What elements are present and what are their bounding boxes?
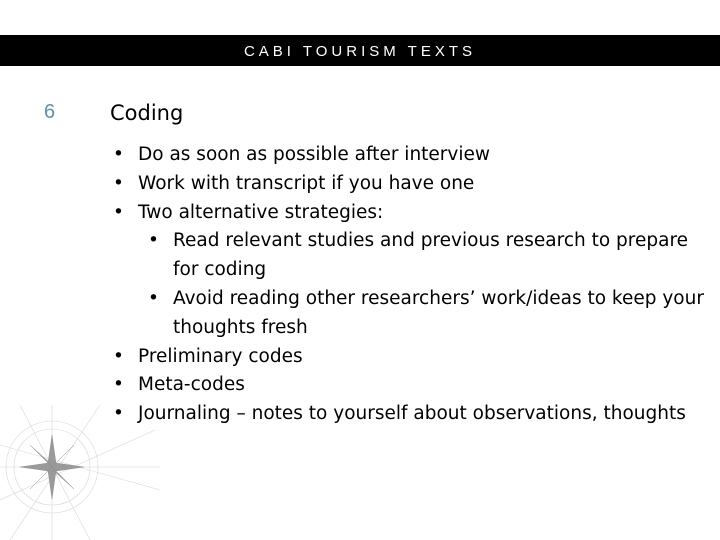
sub-bullet-item: • Avoid reading other researchers’ work/ideas to keep your thoughts fresh — [148, 285, 713, 343]
slide-title: Coding — [110, 101, 184, 125]
bullet-item: • Two alternative strategies: — [113, 199, 713, 228]
bullet-item: • Work with transcript if you have one — [113, 170, 713, 199]
header-title: CABI TOURISM TEXTS — [243, 43, 477, 60]
sub-bullet-item: • Read relevant studies and previous research to prepare for coding — [148, 227, 713, 285]
bullet-list — [113, 141, 713, 429]
bullet-item: • Journaling – notes to yourself about observations, thoughts — [113, 400, 713, 429]
bullet-item: • Do as soon as possible after interview — [113, 141, 713, 170]
bullet-item: • Preliminary codes — [113, 343, 713, 372]
bullet-item: • Meta-codes — [113, 371, 713, 400]
slide-number: 6 — [44, 101, 56, 123]
compass-rose-icon — [0, 405, 160, 540]
